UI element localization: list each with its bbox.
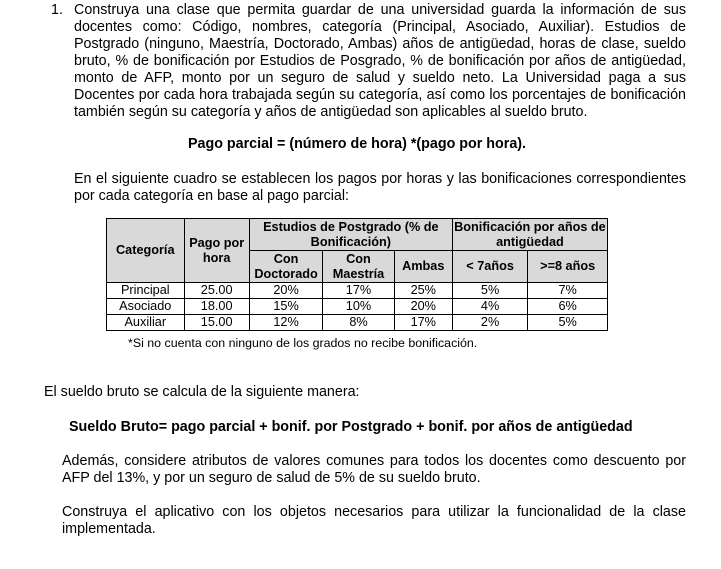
header-categoria: Categoría xyxy=(107,219,185,283)
cell-ambas: 25% xyxy=(394,283,452,299)
cell-doctorado: 20% xyxy=(249,283,322,299)
formula-sueldo-bruto: Sueldo Bruto= pago parcial + bonif. por Postgrado + bonif. por años de antigüedad xyxy=(69,419,633,435)
table-row xyxy=(107,283,608,299)
header-estudios-postgrado: Estudios de Postgrado (% de Bonificación) xyxy=(249,219,452,251)
sueldo-bruto-intro: El sueldo bruto se calcula de la siguiente manera: xyxy=(44,384,360,400)
cell-pago: 18.00 xyxy=(184,299,249,315)
cell-doctorado: 15% xyxy=(249,299,322,315)
cell-maestria: 10% xyxy=(323,299,394,315)
cell-doctorado: 12% xyxy=(249,315,322,331)
header-ambas: Ambas xyxy=(394,251,452,283)
final-paragraph: Construya el aplicativo con los objetos necesarios para utilizar la funcionalidad de la clase implementada. xyxy=(62,504,686,537)
header-mayor-8: >=8 años xyxy=(528,251,608,283)
list-item-number: 1. xyxy=(51,2,63,18)
cell-mayor8: 6% xyxy=(528,299,608,315)
cell-ambas: 17% xyxy=(394,315,452,331)
cell-maestria: 17% xyxy=(323,283,394,299)
cell-ambas: 20% xyxy=(394,299,452,315)
table-row xyxy=(107,315,608,331)
cell-mayor8: 5% xyxy=(528,315,608,331)
table-footnote: *Si no cuenta con ninguno de los grados no recibe bonificación. xyxy=(128,336,478,350)
cell-menor7: 5% xyxy=(452,283,527,299)
header-con-maestria: Con Maestría xyxy=(323,251,394,283)
header-menor-7: < 7años xyxy=(452,251,527,283)
cell-categoria: Asociado xyxy=(107,299,185,315)
table-intro-paragraph: En el siguiente cuadro se establecen los pagos por horas y las bonificaciones correspondientes por cada categoría en base al pago parcial: xyxy=(74,171,686,204)
cell-menor7: 2% xyxy=(452,315,527,331)
cell-mayor8: 7% xyxy=(528,283,608,299)
afp-paragraph: Además, considere atributos de valores comunes para todos los docentes como descuento por AFP del 13%, y por un seguro de salud de 5% de su sueldo bruto. xyxy=(62,453,686,486)
intro-paragraph: Construya una clase que permita guardar de una universidad guarda la información de sus docentes como: Código, nombres, categoría (Principal, Asociado, Auxiliar). Estudios de Postgrado (ninguno, Maestría, Doctorado, Ambas) años de antigüedad, horas de clase, sueldo bruto, % de bonificación por Estudios de Posgrado, % de bonificación por años de antigüedad, monto de AFP, monto por un seguro de salud y sueldo neto. La Universidad paga a sus Docentes por cada hora trabajada según su categoría, así como los porcentajes de bonificación también según su categoría y años de antigüedad son aplicables al sueldo bruto. xyxy=(74,2,686,120)
table-row xyxy=(107,299,608,315)
header-con-doctorado: Con Doctorado xyxy=(249,251,322,283)
cell-menor7: 4% xyxy=(452,299,527,315)
payment-table xyxy=(106,218,608,331)
header-bonificacion-antiguedad: Bonificación por años de antigüedad xyxy=(454,219,606,249)
cell-categoria: Principal xyxy=(107,283,185,299)
header-pago-por-hora: Pago por hora xyxy=(184,219,249,283)
cell-categoria: Auxiliar xyxy=(107,315,185,331)
cell-maestria: 8% xyxy=(323,315,394,331)
formula-pago-parcial: Pago parcial = (número de hora) *(pago por hora). xyxy=(188,136,527,152)
cell-pago: 15.00 xyxy=(184,315,249,331)
cell-pago: 25.00 xyxy=(184,283,249,299)
